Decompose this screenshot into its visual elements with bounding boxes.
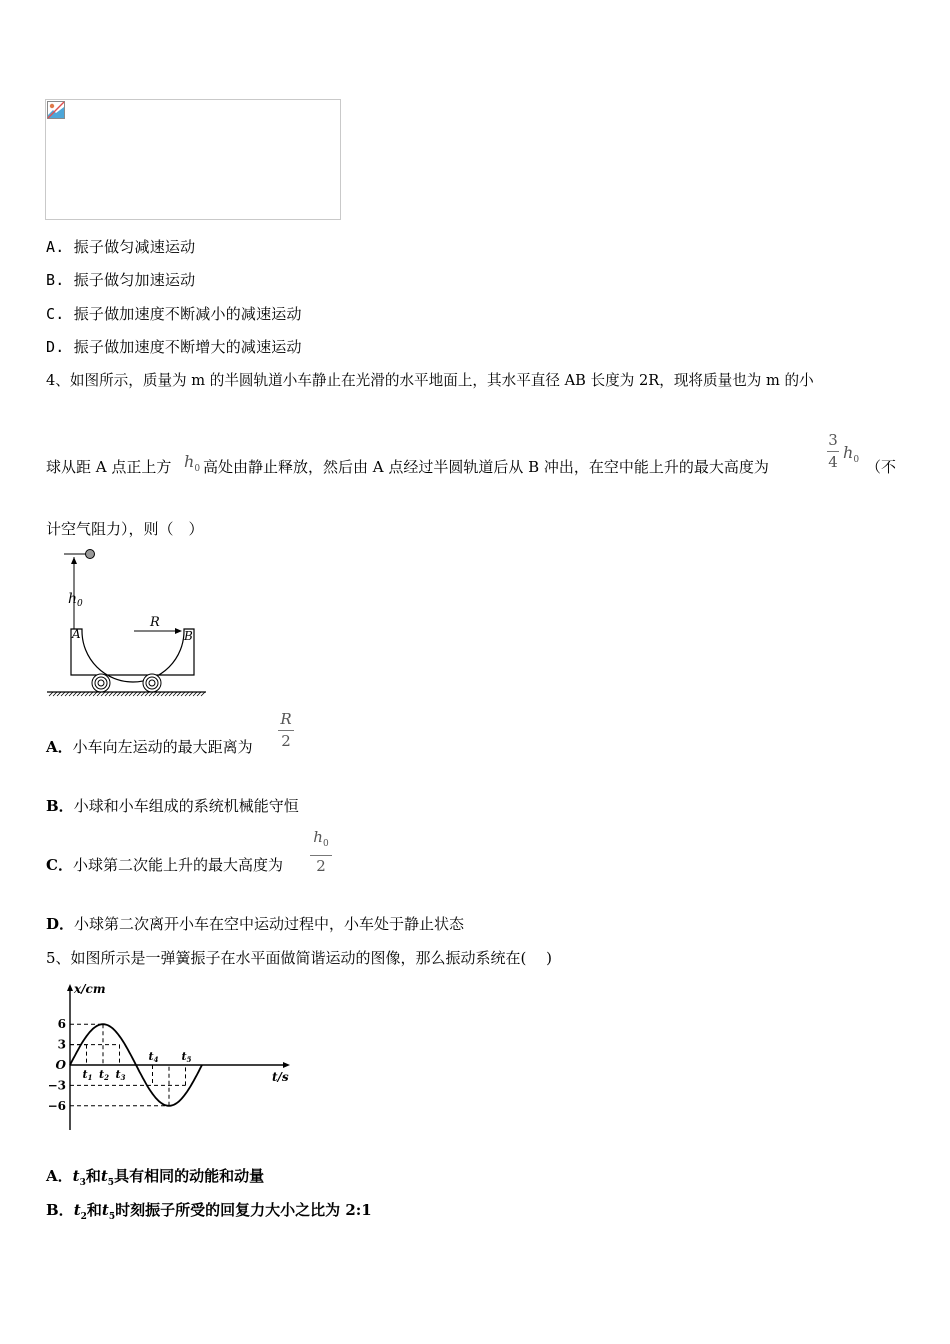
x-tick-label: t1: [82, 1068, 93, 1082]
cart-body: [71, 629, 194, 682]
q4-fraction-3-4: 3 4: [828, 431, 838, 471]
arrow-right-icon: [175, 628, 182, 634]
x-tick-label: t2: [99, 1068, 109, 1082]
q4-h0-inline: $h_0$: [184, 452, 201, 475]
x-tick-label: t3: [115, 1068, 126, 1082]
q3-option-d: D. 振子做加速度不断增大的减速运动: [46, 338, 302, 356]
q5-stem: 5、如图所示是一弹簧振子在水平面做简谐运动的图像，那么振动系统在( ): [46, 949, 553, 967]
q3-option-c: C. 振子做加速度不断减小的减速运动: [46, 305, 302, 323]
q4-option-b: B．小球和小车组成的系统机械能守恒: [46, 797, 299, 815]
y-axis-label: x/cm: [74, 982, 106, 996]
y-tick-label: O: [55, 1058, 66, 1072]
q3-option-a: A. 振子做匀减速运动: [46, 238, 196, 256]
x-tick-label: t4: [148, 1050, 159, 1064]
x-axis-label: t/s: [272, 1070, 289, 1084]
point-a-label: A: [72, 627, 81, 641]
q4-option-a: A．小车向左运动的最大距离为: [46, 738, 253, 756]
q4-stem-line1: 4、如图所示，质量为 m 的半圆轨道小车静止在光滑的水平地面上，其水平直径 AB 长度为 2R，现将质量也为 m 的小: [46, 372, 814, 389]
q5-displacement-chart: [44, 978, 296, 1134]
broken-image-placeholder: [45, 99, 341, 220]
q4-fraction-h0: $h_0$: [843, 443, 860, 466]
radius-label: R: [150, 615, 160, 630]
q4-option-c-fraction: $h_0$ 2: [310, 829, 332, 875]
y-tick-label: 3: [57, 1037, 66, 1052]
q5-option-b: B．$t_2$和$t_5$时刻振子所受的回复力大小之比为 2:1: [46, 1201, 372, 1222]
q4-stem-line3: 计空气阻力），则（ ）: [46, 520, 204, 538]
q4-stem-line2b: 高处由静止释放，然后由 A 点经过半圆轨道后从 B 冲出，在空中能上升的最大高度为: [203, 458, 769, 476]
x-axis-arrow-icon: [283, 1062, 290, 1068]
q4-cart-figure: [44, 545, 210, 697]
left-wheel: [92, 674, 110, 692]
x-tick-label: t5: [181, 1050, 192, 1064]
y-tick-label: −3: [47, 1078, 66, 1093]
q5-option-a: A．$t_3$和$t_5$具有相同的动能和动量: [46, 1167, 265, 1188]
q4-option-d: D．小球第二次离开小车在空中运动过程中，小车处于静止状态: [46, 915, 465, 933]
arrow-up-icon: [71, 557, 77, 564]
ball: [86, 550, 95, 559]
right-wheel: [143, 674, 161, 692]
y-tick-label: 6: [57, 1017, 66, 1032]
h0-label: $h_0$: [68, 591, 83, 609]
broken-image-icon: [47, 101, 65, 119]
q4-stem-line2a: 球从距 A 点正上方: [46, 458, 172, 476]
q4-option-a-fraction: R 2: [278, 711, 294, 750]
y-tick-label: −6: [47, 1098, 66, 1113]
q3-option-b: B. 振子做匀加速运动: [46, 271, 196, 289]
q4-stem-line2c: （不: [866, 458, 897, 476]
q4-option-c: C．小球第二次能上升的最大高度为: [46, 856, 283, 874]
y-axis-arrow-icon: [67, 984, 73, 991]
ground-hatch: [47, 692, 206, 696]
point-b-label: B: [184, 629, 193, 643]
